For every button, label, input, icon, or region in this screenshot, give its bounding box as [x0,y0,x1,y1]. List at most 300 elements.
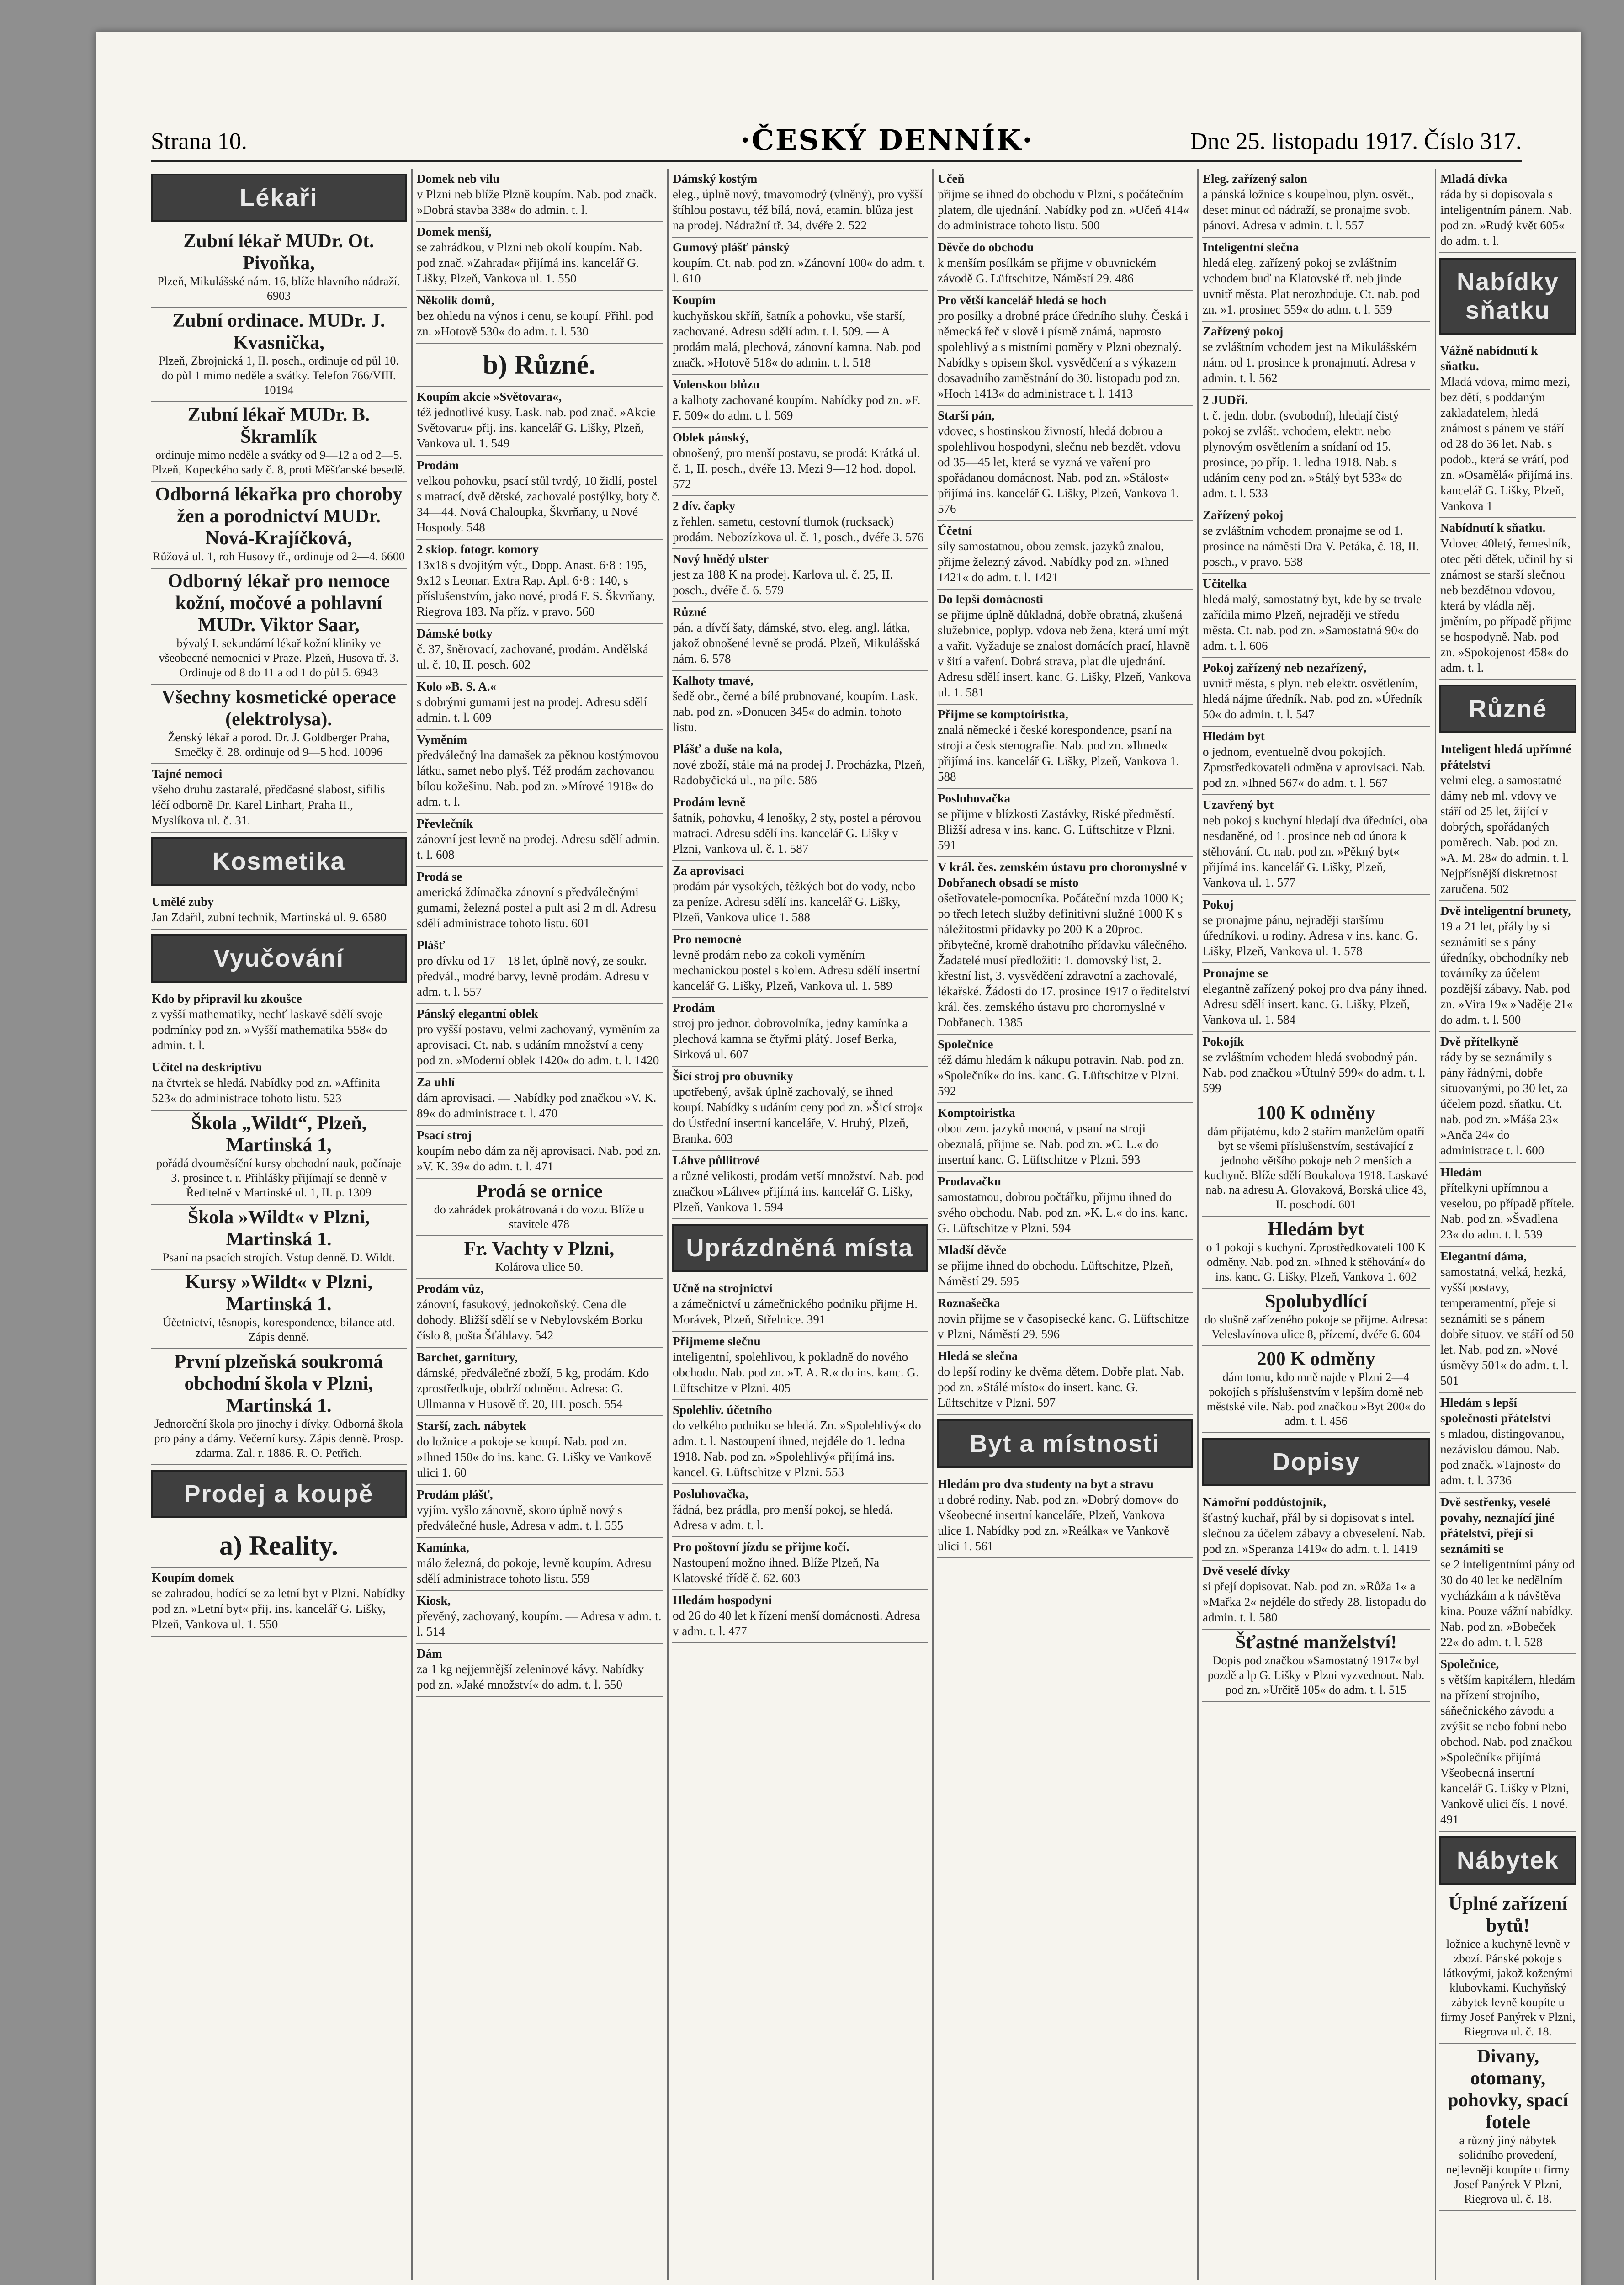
classified-ad [1202,238,1430,322]
ad-text: a různé velikosti, prodám vetší množství. Nab. pod značkou »Láhve« přijímá ins. kancelář G. Lišky, Plzeň, Vankova 1. 594 [673,1169,924,1214]
ad-title: Kamínka, [417,1541,469,1554]
classified-ad [1439,1247,1576,1393]
classified-ad [937,1293,1193,1346]
classified-ad [151,228,407,308]
ad-text: samostatnou, dobrou počtářku, přijmu ihned do svého obchodu. Nab. pod zn. »K. L.« do ins. kanc. G. Lüftschitze v Plzni. 594 [938,1190,1188,1235]
classified-ad [1202,727,1430,795]
ad-text: Účetnictví, těsnopis, korespondence, bilance atd. Zápis denně. [162,1316,395,1344]
classified-ad [151,1270,407,1349]
classified-ad [416,169,663,222]
section-banner-uprazdnena: Uprázdněná místa [672,1224,928,1272]
classified-ad [151,1568,407,1637]
classified-ad [672,1537,928,1590]
ad-title: Prodá se ornice [476,1181,603,1202]
section-heading-ruzne-b: b) Různé. [416,344,663,387]
classified-ad [151,764,407,833]
classified-ad [672,930,928,998]
ad-text: bez ohledu na výnos i cenu, se koupí. Přihl. pod zn. »Hotově 530« do adm. t. l. 530 [417,309,653,338]
section-banner-ruzne: Různé [1439,685,1576,733]
ad-text: Plzeň, Mikulášské nám. 16, blíže hlavního nádraží. 6903 [157,275,400,303]
ad-text: Psaní na psacích strojích. Vstup denně. D. Wildt. [162,1251,395,1264]
ad-title: Námořní poddůstojník, [1203,1495,1327,1509]
classified-ad [416,1591,663,1644]
ad-text: t. č. jedn. dobr. (svobodní), hledají čistý pokoj se zvlášt. vchodem, elektr. nebo plynovým osvětlením a snídaní od 15. prosince, po příp. 1. ledna 1918. Nab. s udáním ceny pod zn. »Stálý byt 533« do adm. t. l. 533 [1203,409,1402,500]
ad-text: č. 37, šněrovací, zachované, prodám. Andělská ul. č. 10, II. posch. 602 [417,642,648,671]
ad-title: První plzeňská soukromá obchodní škola v Plzni, Martinská 1. [174,1351,383,1416]
classified-ad [937,1474,1193,1558]
column-divider [411,169,413,2280]
ad-text: šatník, pohovku, 4 lenošky, 2 sty, postel a pérovou matraci. Adresu sdělí ins. kancelář G. Lišky v Plzni, Vankova ul. č. 1. 587 [673,811,921,856]
classified-ad [1202,574,1430,658]
ad-text: jest za 188 K na prodej. Karlova ul. č. 25, II. posch., dvéře č. 6. 579 [673,568,893,597]
classified-ad [416,867,663,935]
classified-ad [937,406,1193,521]
classified-ad [672,169,928,238]
ad-text: inteligentní, spolehlivou, k pokladně do nového obchodu. Nab. pod zn. »T. A. R.« do ins. kanc. G. Lüftschitze v Plzni. 405 [673,1350,919,1395]
ad-title: Hledám [1440,1165,1482,1179]
ad-text: dámské, předválečné zboží, 5 kg, prodám. Kdo zprostředkuje, obdrží odměnu. Adresa: G. Ullmanna v Husově tř. 20, III. posch. 554 [417,1366,649,1411]
column-6 [1439,169,1576,2280]
column-3 [672,169,928,2280]
ad-title: Starší pán, [938,409,995,422]
ad-text: a různý jiný nábytek solidního provedení, nejlevněji koupíte u firmy Josef Panýrek V Plzni, Riegrova ul. č. 18. [1446,2134,1570,2205]
ad-text: se pronajme pánu, nejraději staršímu úředníkovi, u rodiny. Adresa v ins. kanc. G. Lišky, Plzeň, Vankova ul. 1. 578 [1203,913,1418,958]
classified-ad [416,1485,663,1538]
classified-ad [1439,1032,1576,1163]
ad-text: o 1 pokoji s kuchyní. Zprostředkovateli 100 K odměny. Nab. pod zn. »Ihned k stěhování« do ins. kanc. G. Lišky, Plzeň, Vankova 1. 602 [1206,1241,1426,1283]
classified-ad [151,1205,407,1270]
classified-ad [672,1400,928,1484]
classified-ad [1439,739,1576,901]
ad-text: všeho druhu zastaralé, předčasné slabost, sifilis léčí odborně Dr. Karel Linhart, Praha II., Myslíkova ul. č. 31. [152,782,385,827]
ad-title: Láhve půllitrové [673,1153,760,1167]
classified-ad [1202,1217,1430,1289]
classified-ad [416,456,663,540]
ad-text: dám přijatému, kdo 2 stařím manželům opatří byt se všemi příslušenstvím, sestávající z jednoho většího pokoje neb 2 menších a kuchyně. Blíže sdělí Boukalova 1918. Laskavé nab. na adresu A. Glovaková, Borská ulice 43, II. poschodí. 601 [1204,1125,1428,1211]
ad-title: Do lepší domácnosti [938,592,1044,606]
ad-text: na čtvrtek se hledá. Nabídky pod zn. »Affinita 523« do administrace tohoto listu. 523 [152,1076,380,1105]
ad-title: Prodám [417,458,459,472]
ad-text: u dobré rodiny. Nab. pod zn. »Dobrý domov« do Všeobecné insertní kanceláře, Plzeň, Vankova ulice 1. Nabídky pod zn. »Reálka« ve Vankově ulici 1. 561 [938,1493,1178,1553]
classified-ad [937,857,1193,1035]
classified-ad [937,1035,1193,1103]
ad-title: Učeň [938,172,965,186]
classified-ad [937,238,1193,291]
ad-text: z řehlen. sametu, cestovní tlumok (rucksack) prodám. Nebozízkova ul. č. 1, posch., dvéře 3. 576 [673,515,924,544]
ad-title: Hledám hospodyni [673,1593,772,1607]
ad-text: dám aprovisaci. — Nabídky pod značkou »V. K. 89« do administrace t. l. 470 [417,1091,657,1120]
ad-title: 2 skiop. fotogr. komory [417,542,539,556]
classified-ad [416,1279,663,1348]
ad-text: vyjím. vyšlo zánovně, skoro úplně nový s předválečné husle, Adresa v adm. t. l. 555 [417,1503,624,1532]
ad-text: bývalý I. sekundární lékař kožní kliniky ve všeobecné nemocnici v Praze. Plzeň, Husova tř. 3. Ordinuje od 8 do 11 a od 1 do půl 5. 6943 [159,637,399,679]
ad-text: obou zem. jazyků mocná, v psaní na stroji obeznalá, přijme se. Nab. pod zn. »C. L.« do insertní kanc. G. Lüftschitze v Plzni. 593 [938,1121,1158,1166]
classified-ad [1202,322,1430,390]
section-banner-prodej: Prodej a koupě [151,1470,407,1518]
section-heading-reality: a) Reality. [151,1525,407,1568]
classified-ad [937,1346,1193,1415]
ad-text: se přijme úplně důkladná, dobře obratná, zkušená služebnice, poplyp. vdova neb žena, která umí mýt a vařit. Vyžaduje se znalost domácích prací, hlavně v šití a vaření. Dobrá strava, plat dle ujednání. Adresu sdělí insert. kanc. G. Lišky, Plzeň, Vankova ul. 1. 581 [938,608,1191,699]
classified-ad [937,1103,1193,1172]
classified-ad [1202,1561,1430,1630]
ad-title: Dámské botky [417,627,493,640]
classified-ad [151,569,407,685]
classified-ad [937,521,1193,590]
ad-title: Domek neb vilu [417,172,500,186]
classified-ad [151,308,407,402]
ad-text: kuchyňskou skříň, šatník a pohovku, vše starší, zachované. Adresu sdělí adm. t. l. 509. — A prodám malá, plechová, zánovní kamna. Nab. pod značk. »Hotově 518« do admin. t. l. 518 [673,309,921,369]
classified-ad [937,590,1193,705]
ad-text: se zvláštním vchodem jest na Mikulášském nám. od 1. prosince k pronajmutí. Adresa v admin. t. l. 562 [1203,340,1417,385]
ad-title: Učitel na deskriptivu [152,1060,262,1074]
ad-title: Fr. Vachty v Plzni, [464,1238,615,1259]
ad-title: Zubní lékař MUDr. Ot. Pivoňka, [183,231,374,274]
ad-title: Gumový plášť pánský [673,240,790,254]
ad-title: Prodám [673,1001,715,1015]
ad-text: 19 a 21 let, přály by si seznámiti se s pány úředníky, obchodníky neb továrníky za účelem pozdější zábavy. Nab. pod zn. »Vira 19« »Naděje 21« do adm. t. l. 500 [1440,919,1573,1026]
ad-title: Kdo by připravil ku zkoušce [152,992,302,1005]
classified-ad [416,730,663,814]
ad-title: Úplné zařízení bytů! [1448,1893,1568,1936]
column-4 [937,169,1193,2280]
ad-title: Koupím [673,293,716,307]
ad-title: Spolubydlící [1264,1291,1368,1312]
classified-ad [1202,505,1430,574]
ad-text: s dobrými gumami jest na prodej. Adresu sdělí admin. t. l. 609 [417,695,647,724]
ad-text: do slušně zařízeného pokoje se přijme. Adresa: Veleslavínova ulice 8, přízemí, dvéře 6. 604 [1204,1313,1428,1341]
classified-ad [1439,1891,1576,2044]
ad-text: levně prodám nebo za cokoli vyměním mechanickou postel s kolem. Adresu sdělí insertní kancelář G. Lišky, Plzeň, Vankova ul. 1. 589 [673,948,921,993]
ad-title: Umělé zuby [152,895,214,909]
ad-title: Inteligentní slečna [1203,240,1299,254]
classified-ad [1439,518,1576,680]
ad-text: samostatná, velká, hezká, vyšší postavy, temperamentní, přeje si seznámiti se s pánem dobře situov. ve stáří od 50 let. Nab. pod zn. »Nové úsměvy 501« do adm. t. l. 501 [1440,1265,1574,1387]
ad-text: znalá německé i české korespondence, psaní na stroji a česk stenografie. Nab. pod zn. »Ihned« přijímá ins. kancelář G. Lišky, Plzeň, Vankova 1. 588 [938,723,1179,783]
ad-text: velkou pohovku, psací stůl tvrdý, 10 židlí, postel s matrací, dvě dětské, zachovalé postýlky, boty č. 34—44. Nová Chaloupka, Škvrňany, u Nové Hospody. 548 [417,474,660,534]
ad-text: málo železná, do pokoje, levně koupím. Adresu sdělí administrace tohoto listu. 559 [417,1556,652,1585]
ad-title: Pokoj [1203,898,1234,911]
ad-title: Koupím akcie »Světovara«, [417,390,562,404]
ad-text: stroj pro jednor. dobrovolníka, jedny kamínka a plechová kamna se čtyřmi plátý. Josef Berka, Sirková ul. 607 [673,1016,908,1061]
ad-text: Plzeň, Zbrojnická 1, II. posch., ordinuje od půl 10. do půl 1 mimo neděle a svátky. Telefon 766/VIII. 10194 [159,354,399,397]
section-banner-lekari: Lékaři [151,174,407,222]
ad-text: vdovec, s hostinskou živností, hledá dobrou a spolehlivou hospodyni, slečnu neb bezdět. vdovu od 35—45 let, která se vyzná ve vaření pro spořádanou domácnost. Nab. pod zn. »Stálost« přijímá ins. kancelář G. Lišky, Plzeň, Vankova 1. 576 [938,424,1181,515]
ad-text: velmi eleg. a samostatné dámy neb ml. vdovy ve stáří od 25 let, žijící v dobrých, spořádaných poměrech. Nab. pod zn. »A. M. 28« do admin. t. l. Nejpřísnější diskretnost zaručena. 502 [1440,773,1569,896]
ad-text: do ložnice a pokoje se koupí. Nab. pod zn. »Ihned 150« do ins. kanc. G. Lišky ve Vankově ulici 1. 60 [417,1435,652,1479]
ad-title: Pánský elegantní oblek [417,1007,538,1020]
ad-title: Děvče do obchodu [938,240,1034,254]
ad-title: Vážně nabídnutí k sňatku. [1440,344,1538,373]
ad-text: a pánská ložnice s koupelnou, plyn. osvět., deset minut od nádraží, se pronajme svob. pánovi. Adresa v admin. t. l. 557 [1203,187,1414,232]
classified-ad [937,705,1193,789]
ad-title: Pro větší kancelář hledá se hoch [938,293,1107,307]
ad-title: Odborná lékařka pro choroby žen a porodnictví MUDr. Nová-Krajíčková, [155,484,403,549]
ad-title: Dvě inteligentní brunety, [1440,904,1571,918]
ad-text: Mladá vdova, mimo mezi, bez dětí, s poddaným zakladatelem, hledá známost s pánem ve stáří od 28 do 36 let. Nab. s podob., která se vrátí, pod zn. »Osamělá« přijímá ins. kancelář G. Lišky, Plzeň, Vankova 1 [1440,375,1573,513]
classified-ad [416,387,663,456]
classified-ad [416,1179,663,1236]
ad-title: Pro poštovní jízdu se přijme kočí. [673,1540,849,1554]
ad-text: do zahrádek prokátrovaná i do vozu. Blíže u stavitele 478 [434,1203,645,1231]
classified-ad [1202,390,1430,505]
classified-ad [672,549,928,602]
ad-text: do lepší rodiny ke dvěma dětem. Dobře plat. Nab. pod zn. »Stálé místo« do insert. kanc. G. Lüftschitze v Plzni. 597 [938,1365,1184,1409]
classified-ad [151,989,407,1057]
ad-title: Vyměním [417,733,467,746]
classified-ad [672,1484,928,1537]
ad-text: pán. a dívčí šaty, dámské, stvo. eleg. angl. látka, jakož obnošené levně se prodá. Plzeň, Mikulášská nám. 6. 578 [673,621,920,665]
ad-title: Pokojík [1203,1035,1244,1048]
ad-text: též jednotlivé kusy. Lask. nab. pod znač. »Akcie Světovaru« přij. ins. kancelář G. Lišky, Plzeň, Vankova ul. 1. 549 [417,405,656,450]
classified-ad [416,935,663,1004]
classified-ad [937,1172,1193,1240]
ad-text: pro dívku od 17—18 let, úplně nový, ze soukr. předvál., modré barvy, levně prodám. Adresu v adm. t. l. 557 [417,954,649,999]
ad-title: Dvě veselé dívky [1203,1564,1290,1578]
classified-ad [672,1151,928,1219]
ad-title: Přijme se komptoiristka, [938,707,1068,721]
column-divider [1197,169,1199,2280]
ad-title: Společnice [938,1037,993,1051]
ad-text: hledá malý, samostatný byt, kde by se trvale zařídila mimo Plzeň, nejraději ve středu města. Ct. nab. pod zn. »Samostatná 90« do adm. t. l. 606 [1203,592,1422,653]
classified-ad [416,814,663,867]
ad-title: Divany, otomany, pohovky, spací fotele [1448,2046,1568,2133]
ad-text: nové zboží, stále má na prodej J. Procházka, Plzeň, Radobyčická ul., na píle. 586 [673,758,925,787]
ad-title: Pro nemocné [673,932,742,946]
ad-text: prodám pár vysokých, těžkých bot do vody, nebo za peníze. Adresu sdělí ins. kancelář G. Lišky, Plzeň, Vankova ulice 1. 588 [673,879,916,924]
ad-title: Starší, zach. nábytek [417,1419,527,1433]
classified-ad [416,1416,663,1485]
ad-text: přítelkyni upřímnou a veselou, po případě přítele. Nab. pod zn. »Švadlena 23« do adm. t. l. 539 [1440,1181,1575,1241]
classified-ad [151,1349,407,1465]
classified-ad [151,482,407,569]
ad-title: Učně na strojnictví [673,1281,773,1295]
ad-text: 13x18 s dvojitým výt., Dopp. Anast. 6·8 : 195, 9x12 s Leonar. Extra Rap. Apl. 6·8 : 140, s příslušenstvím, jako nové, prodá F. S. Škvrňany, Riegrova 183. Na příz. v pravo. 560 [417,558,655,618]
section-banner-dopisy: Dopisy [1202,1438,1430,1486]
ad-title: Pronajme se [1203,966,1268,980]
ad-text: síly samostatnou, obou zemsk. jazyků znalou, přijme železný závod. Nabídky pod zn. »Ihned 1421« do adm. t. l. 1421 [938,539,1169,584]
ad-text: předválečný lna damašek za pěknou kostýmovou látku, samet nebo plyš. Též prodám zachovanou bílou kožešinu. Nab. pod zn. »Mírové 1918« do adm. t. l. [417,748,659,808]
classified-ad [1439,1393,1576,1493]
section-banner-nabytek: Nábytek [1439,1836,1576,1885]
classified-ad [416,222,663,291]
ad-text: Dopis pod značkou »Samostatný 1917« byl pozdě a lp G. Lišky v Plzni vyzvednout. Nab. pod zn. »Určitě 105« do adm. t. l. 515 [1207,1654,1425,1696]
ad-text: řádná, bez prádla, pro menší pokoj, se hledá. Adresa v adm. t. l. [673,1503,893,1532]
classified-ad [416,677,663,730]
ad-title: Posluhovačka, [673,1487,748,1501]
ad-text: koupím nebo dám za něj aprovisaci. Nab. pod zn. »V. K. 39« do adm. t. l. 471 [417,1144,661,1173]
column-1 [151,169,407,2280]
ad-title: Prodám levně [673,795,746,809]
ad-title: Elegantní dáma, [1440,1249,1527,1263]
section-banner-vyucovani: Vyučování [151,934,407,983]
classified-ad [1202,169,1430,238]
column-divider [667,169,669,2280]
ad-text: americká ždímačka zánovní s předválečnými gumami, železná postel a pult asi 2 m dl. Adresu sdělí administrace tohoto listu. 601 [417,885,657,930]
ad-text: upotřebený, avšak úplně zachovalý, se ihned koupí. Nabídky s udáním ceny pod zn. »Šicí stroj« do Ústřední insertní kanceláře, V. Hrubý, Plzeň, Branka. 603 [673,1085,923,1145]
ad-text: zánovní, fasukový, jednokoňský. Cena dle dohody. Bližší sdělí se v Nebylovském Borku číslo 8, pošta Šťáhlavy. 542 [417,1297,642,1342]
ad-text: Kolárova ulice 50. [495,1260,584,1274]
ad-title: Účetní [938,524,972,537]
classified-ad [151,402,407,482]
ad-text: pořádá dvouměsíční kursy obchodní nauk, počínaje 3. prosince t. r. Přihlášky přijímají se denně v Ředitelně v Martinské ul. 1, II. p. 1309 [156,1157,401,1199]
ad-text: Jednoroční škola pro jinochy i dívky. Odborná škola pro pány a dámy. Večerní kursy. Zápis denně. Prosp. zdarma. Zal. r. 1886. R. O. Petřich. [154,1417,403,1460]
ad-text: eleg., úplně nový, tmavomodrý (vlněný), pro vyšší štíhlou postavu, též bílá, nová, etamin. blůza jest na prodej. Nádražní tř. 34, dvéře 2. 522 [673,187,923,232]
ad-title: Prodám plášť, [417,1488,493,1501]
classified-ad [416,624,663,677]
ad-title: Hledám byt [1268,1219,1364,1240]
classified-ad [151,1111,407,1205]
classified-ad [1202,1100,1430,1217]
ad-title: Různé [673,605,706,619]
ad-title: Barchet, garnitury, [417,1350,518,1364]
ad-text: ráda by si dopisovala s inteligentním pánem. Nab. pod zn. »Rudý květ 605« do adm. t. l. [1440,187,1572,248]
ad-text: hledá eleg. zařízený pokoj se zvláštním vchodem buď na Klatovské tř. neb jinde uvnitř města. Plat nerozhoduje. Ct. nab. pod zn. »1. prosinec 559« do adm. t. l. 559 [1203,256,1420,316]
classified-ad [1439,901,1576,1032]
classified-ad [1202,1346,1430,1433]
ad-text: do velkého podniku se hledá. Zn. »Spolehlivý« do adm. t. l. Nastoupení ihned, nejdéle do 1. ledna 1918. Nab. pod zn. »Spolehlivý« přijímá ins. kancel. G. Lüftschitze v Plzni. 553 [673,1419,921,1479]
ad-text: ordinuje mimo neděle a svátky od 9—12 a od 2—5. Plzeň, Kopeckého sady č. 8, proti Měšťanské besedě. [152,448,406,476]
ad-text: šedě obr., černé a bílé prubnované, koupím. Lask. nab. pod zn. »Donucen 345« do admin. tohoto listu. [673,689,918,734]
ad-text: za 1 kg nejjemnější zeleninové kávy. Nabídky pod zn. »Jaké množství« do adm. t. l. 550 [417,1662,644,1691]
ad-title: Psací stroj [417,1128,472,1142]
classified-ad [672,602,928,671]
classified-ad [1439,1654,1576,1832]
ad-text: se 2 inteligentními pány od 30 do 40 let ke nedělním vycházkám a k návštěva kina. Pouze vážní nabídky. Nab. pod zn. »Bobeček 22« do adm. t. l. 528 [1440,1557,1575,1649]
ad-text: s mladou, distingovanou, nezávislou dámou. Nab. pod značk. »Tajnost« do adm. t. l. 3736 [1440,1427,1565,1487]
ad-text: Růžová ul. 1, roh Husovy tř., ordinuje od 2—4. 6600 [153,550,405,563]
classified-ad [416,1538,663,1591]
classified-ad [416,291,663,344]
issue-date: Dne 25. listopadu 1917. Číslo 317. [1190,128,1522,154]
ad-title: Dám [417,1647,442,1660]
classified-ad [1202,1493,1430,1561]
ad-title: Hledám byt [1203,729,1265,743]
ad-text: přijme se ihned do obchodu v Plzni, s počátečním platem, dle ujednání. Nabídky pod zn. »Učeň 414« do administrace tohoto listu. 500 [938,187,1189,232]
page-header [151,110,1522,162]
ad-text: dám tomu, kdo mně najde v Plzni 2—4 pokojích s příslušenstvím v lepším domě neb městské vile. Nab. pod značkou »Byt 200« do adm. t. l. 456 [1206,1371,1426,1428]
ad-text: s větším kapitálem, hledám na přízení strojního, sáňečnického závodu a zvýšit se nebo fobní nebo obchod. Nab. pod značkou »Společník« přijímá Všeobecná insertní kancelář G. Lišky v Plzni, Vankově ulici čís. 1 nové. 491 [1440,1673,1576,1826]
ad-title: Zubní ordinace. MUDr. J. Kvasnička, [172,310,385,353]
ad-title: Posluhovačka [938,792,1011,805]
ad-title: Dvě sestřenky, veselé povahy, neznající jiné přátelství, přejí si seznámiti se [1440,1495,1555,1556]
masthead-title: ·ČESKÝ DENNÍK· [740,123,1034,157]
ad-text: si přejí dopisovat. Nab. pod zn. »Růža 1« a »Mařka 2« nejdéle do středy 28. listopadu do admin. t. l. 580 [1203,1579,1426,1624]
ad-title: Odborný lékař pro nemoce kožní, močové a pohlavní MUDr. Viktor Saar, [168,571,390,636]
ad-title: Uzavřený byt [1203,798,1274,812]
classified-ad [1439,169,1576,253]
column-5 [1202,169,1430,2280]
ad-title: Všechny kosmetické operace (elektrolysa). [161,687,396,730]
ad-text: se zvláštním vchodem pronajme se od 1. prosince na náměstí Dra V. Petáka, č. 18, II. posch., v pravo. 538 [1203,524,1419,569]
page-number: Strana 10. [151,128,247,154]
ad-text: pro vyšší postavu, velmi zachovaný, vyměním za aprovisaci. Ct. nab. s udáním množství a ceny pod zn. »Moderní oblek 1420« do adm. t. l. 1420 [417,1022,660,1067]
classified-ad [672,739,928,792]
classified-ad [416,1236,663,1279]
classified-ad [937,1240,1193,1293]
ad-title: 100 K odměny [1257,1103,1375,1124]
ad-title: Hledám s lepší společnosti přátelství [1440,1396,1551,1425]
classified-ad [1202,963,1430,1032]
ad-text: Nastoupení možno ihned. Blíže Plzeň, Na Klatovské třídě č. 62. 603 [673,1556,880,1585]
classified-ad [672,1590,928,1643]
ad-text: rády by se seznámily s pány řádnými, dobře situovanými, po 30 let, za účelem pozd. sňatku. Ct. nab. pod zn. »Máša 23« »Anča 24« do administrace t. l. 600 [1440,1050,1568,1157]
classified-ad [416,1348,663,1416]
ad-title: Za aprovisaci [673,864,744,877]
classified-ad [1202,1032,1430,1100]
ad-text: ložnice a kuchyně levně v zbozí. Pánské pokoje s látkovými, jakož koženými klubovkami. Kuchyňský zábytek levně koupíte u firmy Josef Panýrek v Plzni, Riegrova ul. č. 18. [1440,1937,1576,2038]
ad-text: od 26 do 40 let k řízení menší domácnosti. Adresa v adm. t. l. 477 [673,1609,920,1638]
classified-ad [1439,2044,1576,2211]
ad-title: Zařízený pokoj [1203,324,1284,338]
classified-ad [1202,795,1430,895]
ad-text: se přijme v blízkosti Zastávky, Riské předměstí. Bližší adresa v ins. kanc. G. Lüftschitze v Plzni. 591 [938,807,1175,852]
classified-ad [1202,895,1430,963]
classified-ad [672,792,928,861]
classified-ad [151,892,407,930]
ad-text: neb pokoj s kuchyní hledají dva úředníci, oba nesdaněné, od 1. prosince neb od února k stěhování. Ct. nab. pod zn. »Pěkný byt« přijímá ins. kancelář G. Lišky, Plzeň, Vankova ul. 1. 577 [1203,813,1428,889]
ad-title: Prodá se [417,870,462,883]
ad-title: Tajné nemoci [152,767,223,781]
ad-title: Hledá se slečna [938,1349,1018,1363]
ad-title: Pokoj zařízený neb nezařízený, [1203,661,1367,675]
ad-title: Za uhlí [417,1075,455,1089]
section-banner-byt: Byt a místnosti [937,1419,1193,1468]
ad-text: a kalhoty zachované koupím. Nabídky pod zn. »F. F. 509« do adm. t. l. 569 [673,393,921,422]
ad-title: Eleg. zařízený salon [1203,172,1307,186]
ad-text: ošetřovatele-pomocníka. Počáteční mzda 1000 K; po třech letech služby definitivní služné 1000 K s náležitostmi přídavky po 200 K a 20proc. přibytečné, kromě drahotního přídavku válečného. Žadatelé musí předložiti: 1. domovský list, 2. křestní list, 3. vysvědčení zdravotní a zachovalé, lékařské. Žádosti do 17. prosince 1917 o ředitelství král. čes. zemského ústavu pro choromyslné v Dobřanech. 1385 [938,891,1190,1029]
classified-ad [672,238,928,291]
ad-title: Domek menší, [417,225,492,239]
ad-title: Inteligent hledá upřímné přátelství [1440,742,1571,771]
ad-title: Plášť [417,938,446,952]
ad-title: V král. čes. zemském ústavu pro choromyslné v Dobřanech obsadí se místo [938,860,1187,889]
ad-title: Učitelka [1203,577,1247,590]
ad-title: 200 K odměny [1257,1349,1375,1370]
ad-title: Kolo »B. S. A.« [417,680,497,693]
classified-ad [672,428,928,496]
ad-title: Mladší děvče [938,1243,1007,1257]
ad-text: pro posílky a drobné práce úředního sluhy. Česká i německá řeč v slově i písmě známá, naprosto spolehlivý a s mistními poměry v Plzni obeznalý. Nabídky s opisem škol. vysvědčení a s výkazem dosavadního zaměstnání do 30. listopadu pod zn. »Hoch 1413« do administrace t. l. 1413 [938,309,1188,400]
ad-title: Kursy »Wildt« v Plzni, Martinská 1. [185,1272,372,1315]
ad-text: se zahrádkou, v Plzni neb okolí koupím. Nab. pod znač. »Zahrada« přijímá ins. kancelář G. Lišky, Plzeň, Vankova ul. 1. 550 [417,240,642,285]
classified-ad [672,1279,928,1332]
ad-text: novin přijme se v časopisecké kanc. G. Lüftschitze v Plzni, Náměstí 29. 596 [938,1312,1189,1341]
ad-title: 2 dív. čapky [673,499,736,513]
ad-text: zánovní jest levně na prodej. Adresu sdělí admin. t. l. 608 [417,832,660,861]
ad-text: k menším posílkám se přijme v obuvnickém závodě G. Lüftschitze, Náměstí 29. 486 [938,256,1157,285]
classified-ad [672,671,928,739]
ad-text: v Plzni neb blíže Plzně koupím. Nab. pod značk. »Dobrá stavba 338« do admin. t. l. [417,187,657,217]
ad-title: Nabídnutí k sňatku. [1440,521,1546,535]
ad-title: Plášť a duše na kola, [673,742,782,756]
classified-ad [416,1073,663,1126]
classified-ad [937,291,1193,406]
classified-ad [672,375,928,428]
ad-title: Prodavačku [938,1174,1002,1188]
classified-ad [1202,1289,1430,1346]
ad-title: Nový hnědý ulster [673,552,769,566]
ad-title: Společnice, [1440,1657,1499,1671]
classified-ad [937,169,1193,238]
ad-text: o jednom, eventuelně dvou pokojích. Zprostředkovateli odměna v aprovisaci. Nab. pod zn. »Ihned 567« do adm. t. l. 567 [1203,745,1426,790]
classified-ad [416,1004,663,1073]
ad-title: Volenskou blůzu [673,377,760,391]
classified-ad [672,1332,928,1400]
ad-text: Vdovec 40letý, řemeslník, otec pěti dětek, učinil by si známost se starší slečnou neb bezdětnou vdovou, která by vládla něj. jměním, po případě přijme se hospodyně. Nab. pod zn. »Spokojenost 458« do adm. t. l. [1440,537,1573,675]
classified-ad [672,1067,928,1151]
classified-ad [151,685,407,764]
classified-ad [672,998,928,1067]
